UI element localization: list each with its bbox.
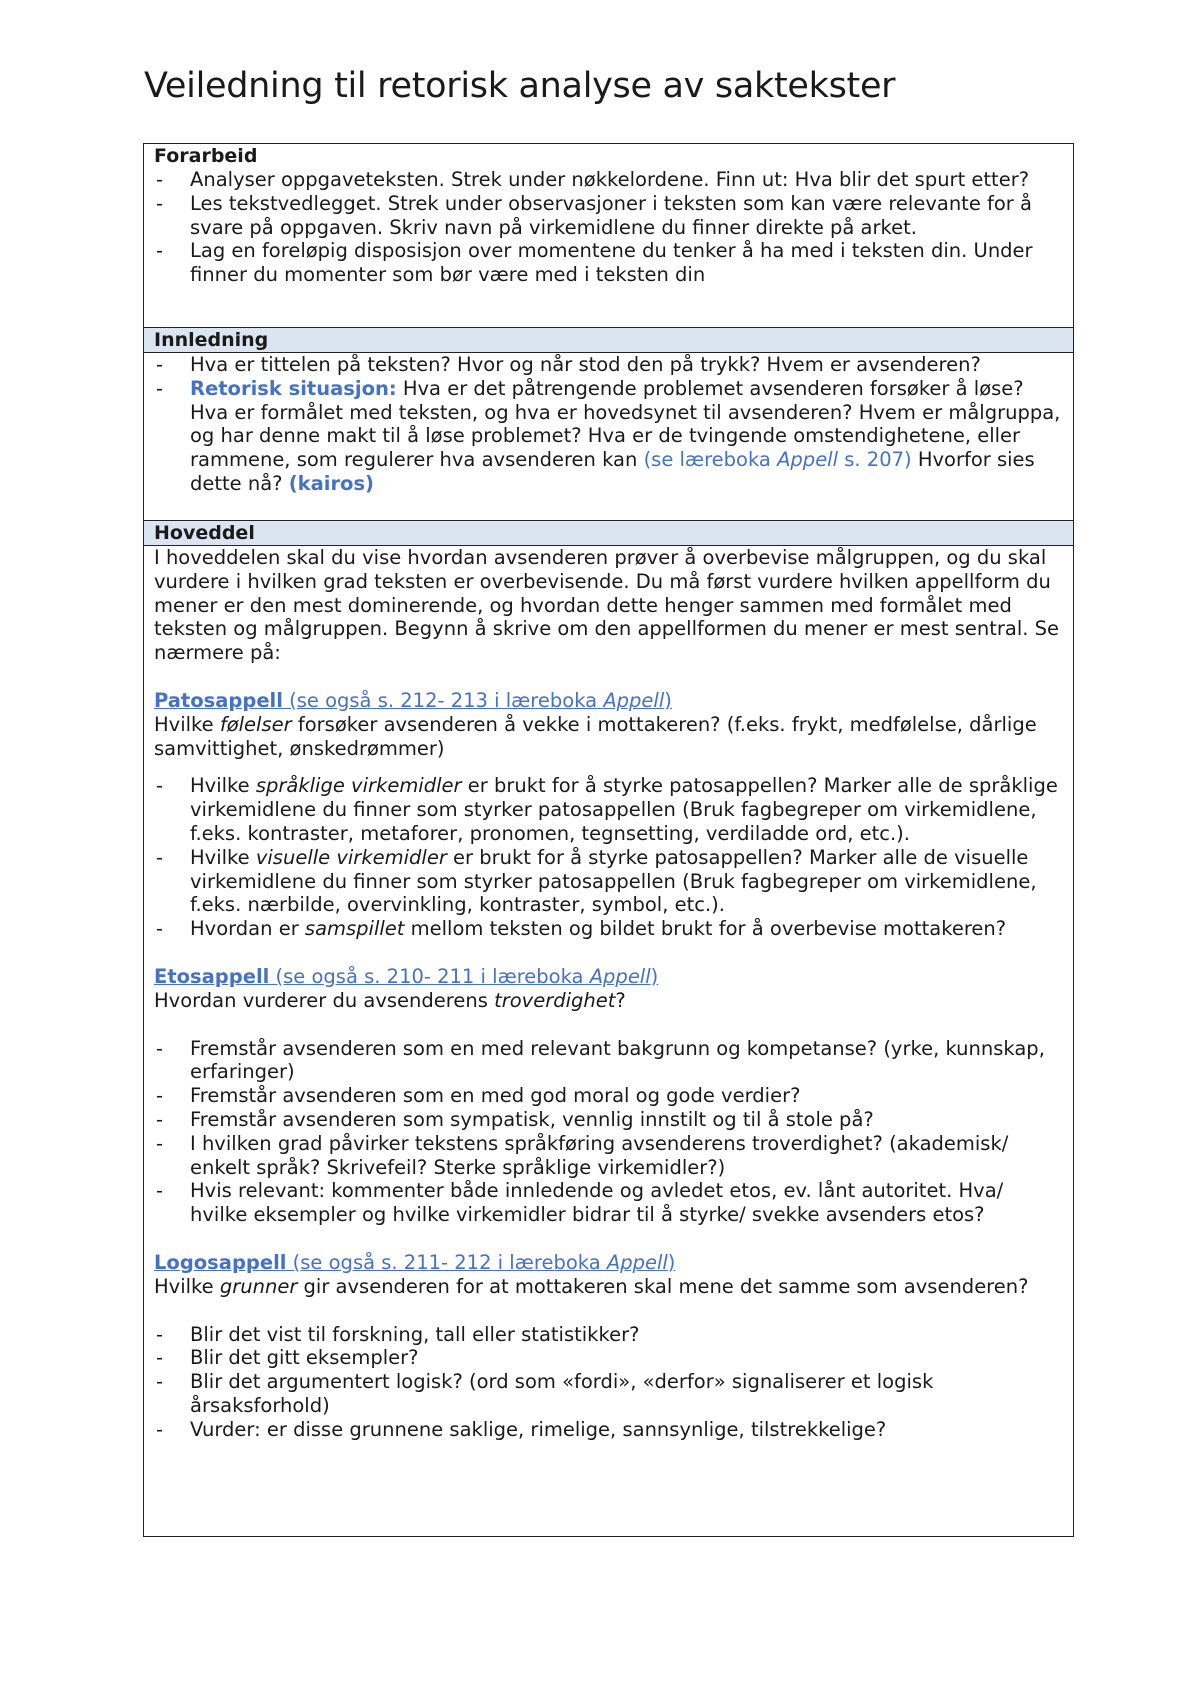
list-item: - Hvilke språklige virkemidler er brukt for å styrke patosappellen? Marker alle de språklige virkemidlene du finner som styrker patosappellen (Bruk fagbegreper om virkemidlene, f.eks. kontraster, metaforer, pronomen, tegnsetting, verdiladde ord, etc.). — [154, 774, 1063, 845]
logos-question: Hvilke grunner gir avsenderen for at mottakeren skal mene det samme som avsenderen? — [154, 1274, 1029, 1298]
list-item: - Les tekstvedlegget. Strek under observasjoner i teksten som kan være relevante for å svare på oppgaven. Skriv navn på virkemidlene du finner direkte på arket. — [154, 192, 1063, 240]
list-item: - I hvilken grad påvirker tekstens språkføring avsenderens troverdighet? (akademisk/ enkelt språk? Skrivefeil? Sterke språklige virkemidler?) — [154, 1132, 1063, 1180]
patos-question: Hvilke følelser forsøker avsenderen å vekke i mottakeren? (f.eks. frykt, medfølelse, dårlige samvittighet, ønskedrømmer) — [154, 712, 1037, 760]
list-item: - Lag en foreløpig disposisjon over momentene du tenker å ha med i teksten din. Under finner du momenter som bør være med i teksten din — [154, 239, 1063, 287]
list-item: - Fremstår avsenderen som en med relevant bakgrunn og kompetanse? (yrke, kunnskap, erfaringer) — [154, 1037, 1063, 1085]
section-heading-hoveddel: Hoveddel — [144, 521, 1073, 546]
forarbeid-list — [154, 168, 1063, 287]
list-item: - Blir det vist til forskning, tall eller statistikker? — [154, 1323, 1063, 1347]
patos-heading: Patosappell (se også s. 212- 213 i læreboka Appell) — [154, 688, 672, 712]
etos-question: Hvordan vurderer du avsenderens troverdighet? — [154, 988, 626, 1012]
list-item: - Hvilke visuelle virkemidler er brukt for å styrke patosappellen? Marker alle de visuelle virkemidlene du finner som styrker patosappellen (Bruk fagbegreper om virkemidlene, f.eks. nærbilde, overvinkling, kontraster, symbol, etc.). — [154, 846, 1063, 917]
patos-list — [154, 774, 1063, 941]
list-item: - Hvis relevant: kommenter både innledende og avledet etos, ev. lånt autoritet. Hva/ hvilke eksempler og hvilke virkemidler bidrar til å styrke/ svekke avsenders etos? — [154, 1179, 1063, 1227]
etos-title: Etosappell — [154, 964, 270, 988]
book-reference: (se læreboka Appell s. 207) — [643, 448, 912, 472]
kairos-label: (kairos) — [288, 471, 374, 495]
list-item: - Analyser oppgaveteksten. Strek under nøkkelordene. Finn ut: Hva blir det spurt etter? — [154, 168, 1063, 192]
innledning-list — [154, 353, 1063, 496]
list-item: - Vurder: er disse grunnene saklige, rimelige, sannsynlige, tilstrekkelige? — [154, 1418, 1063, 1442]
section-heading-innledning: Innledning — [144, 328, 1073, 353]
list-item: - Fremstår avsenderen som sympatisk, vennlig innstilt og til å stole på? — [154, 1108, 1063, 1132]
list-item: - Blir det gitt eksempler? — [154, 1346, 1063, 1370]
section-innledning — [144, 328, 1073, 521]
logos-title: Logosappell — [154, 1250, 287, 1274]
logos-list — [154, 1323, 1063, 1442]
section-heading-forarbeid: Forarbeid — [154, 145, 258, 167]
section-hoveddel — [144, 521, 1073, 1442]
patos-title: Patosappell — [154, 688, 283, 712]
list-item: - Hva er tittelen på teksten? Hvor og når stod den på trykk? Hvem er avsenderen? — [154, 353, 1063, 377]
guide-table — [143, 143, 1074, 1537]
list-item — [154, 377, 1063, 496]
hoveddel-intro: I hoveddelen skal du vise hvordan avsenderen prøver å overbevise målgruppen, og du skal vurdere i hvilken grad teksten er overbevisende. Du må først vurdere hvilken appellform du mener er den mest dominerende, og hvordan dette henger sammen med formålet med teksten og målgruppen. Begynn å skrive om den appellformen du mener er mest sentral. Se nærmere på: — [154, 546, 1060, 665]
etos-heading: Etosappell (se også s. 210- 211 i læreboka Appell) — [154, 964, 659, 988]
page-title: Veiledning til retorisk analyse av saktekster — [144, 66, 896, 106]
logos-heading: Logosappell (se også s. 211- 212 i læreboka Appell) — [154, 1250, 676, 1274]
list-item: - Fremstår avsenderen som en med god moral og gode verdier? — [154, 1084, 1063, 1108]
etos-list — [154, 1037, 1063, 1227]
list-item: - Blir det argumentert logisk? (ord som «fordi», «derfor» signaliserer et logisk årsaksforhold) — [154, 1370, 1063, 1418]
section-forarbeid — [144, 144, 1073, 328]
list-item: - Hvordan er samspillet mellom teksten og bildet brukt for å overbevise mottakeren? — [154, 917, 1063, 941]
retorisk-situasjon-label: Retorisk situasjon: — [190, 376, 397, 400]
retorisk-situasjon-text: Hva er det påtrengende problemet avsenderen forsøker å løse? Hva er formålet med teksten, og hva er hovedsynet til avsenderen? Hvem er målgruppa, og har denne makt til å løse problemet? Hva er de tvingende omstendighetene, eller rammene, som regulerer hva avsenderen kan — [190, 376, 1061, 472]
kairos-question: Hvorfor sies dette nå? — [190, 448, 1035, 495]
